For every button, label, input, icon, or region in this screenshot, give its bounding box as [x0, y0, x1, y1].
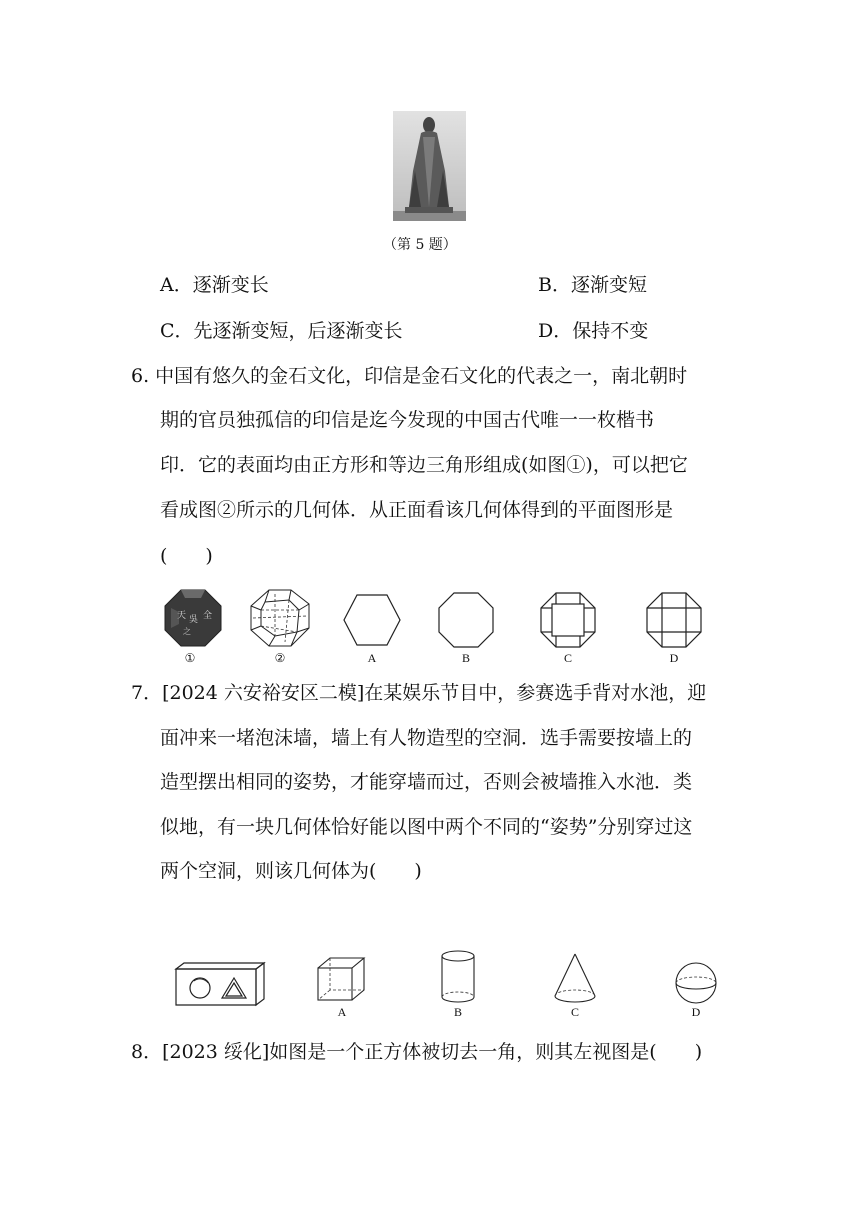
- question-7-line-3: 造型摆出相同的姿势，才能穿墙而过，否则会被墙推入水池．类: [160, 771, 693, 793]
- option-c-octagon-square: [540, 592, 596, 648]
- figure-label-a: A: [337, 1005, 347, 1019]
- question-7-line-1: 7．[2024 六安裕安区二模]在某娱乐节目中，参赛选手背对水池，迎: [131, 682, 707, 704]
- option-d-sphere: [674, 961, 718, 1005]
- polyhedron-figure: [249, 588, 311, 648]
- svg-text:天: 天: [177, 611, 187, 621]
- foam-wall-figure: [174, 961, 266, 1007]
- option-a-cube: [316, 956, 366, 1002]
- statue-photo: [393, 111, 466, 221]
- question-6-answer-blank: ( ): [160, 545, 213, 567]
- option-b-octagon: [438, 592, 494, 648]
- figure-label-d: D: [669, 651, 679, 665]
- question-7-line-4: 似地，有一块几何体恰好能以图中两个不同的“姿势”分别穿过这: [160, 816, 693, 838]
- question-6-line-3: 印．它的表面均由正方形和等边三角形组成(如图①)，可以把它: [160, 454, 688, 476]
- question-6-line-1: 6. 中国有悠久的金石文化，印信是金石文化的代表之一，南北朝时: [131, 365, 688, 387]
- question-6-line-4: 看成图②所示的几何体．从正面看该几何体得到的平面图形是: [160, 499, 674, 521]
- figure-caption-q5: （第 5 题）: [383, 237, 457, 253]
- question-7-line-5: 两个空洞，则该几何体为( ): [160, 860, 422, 882]
- seal-photo: [163, 588, 223, 648]
- svg-text:全: 全: [203, 611, 213, 621]
- option-c: C．先逐渐变短，后逐渐变长: [160, 320, 403, 342]
- option-d: D．保持不变: [538, 320, 649, 342]
- option-a-hexagon: [343, 594, 401, 646]
- figure-label-2: ②: [274, 651, 286, 665]
- figure-label-1: ①: [184, 651, 196, 665]
- figure-label-c: C: [563, 651, 572, 665]
- question-6-line-2: 期的官员独孤信的印信是迄今发现的中国古代唯一一枚楷书: [160, 409, 655, 431]
- figure-label-a: A: [367, 651, 377, 665]
- figure-label-b: B: [453, 1005, 462, 1019]
- figure-label-d: D: [691, 1005, 701, 1019]
- option-a: A．逐渐变长: [160, 274, 269, 296]
- question-7-line-2: 面冲来一堵泡沫墙，墙上有人物造型的空洞．选手需要按墙上的: [160, 727, 693, 749]
- figure-label-b: B: [461, 651, 470, 665]
- option-c-cone: [553, 952, 597, 1004]
- option-d-octagon-grid: [646, 592, 702, 648]
- option-b: B．逐渐变短: [538, 274, 647, 296]
- svg-text:之: 之: [183, 627, 191, 636]
- figure-label-c: C: [570, 1005, 579, 1019]
- option-b-cylinder: [440, 949, 476, 1005]
- svg-text:吳: 吳: [189, 615, 199, 625]
- question-8-line-1: 8．[2023 绥化]如图是一个正方体被切去一角，则其左视图是( ): [131, 1041, 703, 1063]
